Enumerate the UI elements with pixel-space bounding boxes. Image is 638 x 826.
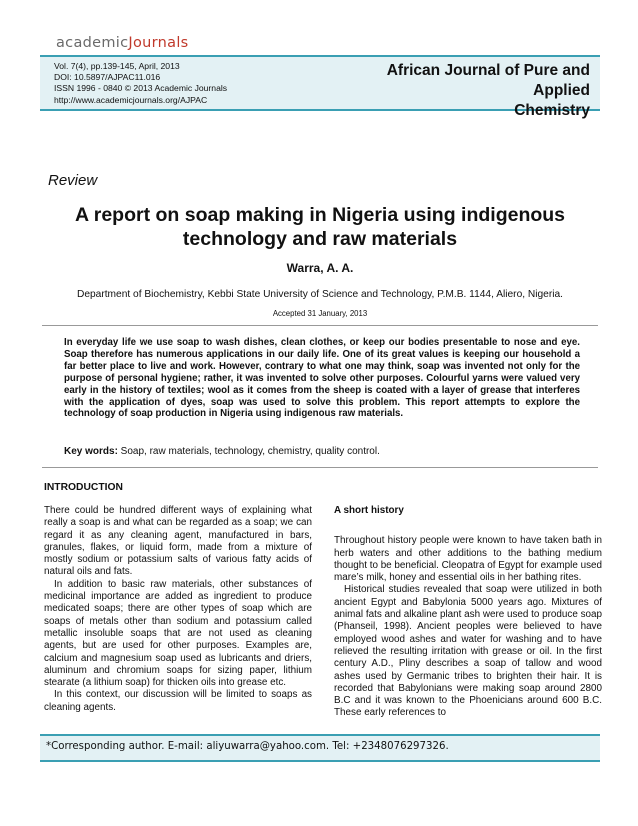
keywords xyxy=(64,446,580,457)
abstract: In everyday life we use soap to wash dishes, clean clothes, or keep our bodies presentable to nose and eye. Soap therefore has numerous applications in our daily life. One of its great values is keeping our household a far better place to live and work. However, contrary to what one may think, soap was invented not only for the purpose of personal hygiene; rather, it was invented to solve other purposes. Colourful yarns were valued very early in the history of textiles; wool as it comes from the sheep is coated with a layer of grease that interferes with the application of dyes, soap was used to solve this problem. This report attempts to explore the technology of soap production in Nigeria using indigenous raw materials. xyxy=(64,337,580,420)
accepted-date: Accepted 31 January, 2013 xyxy=(272,309,368,318)
journal-name xyxy=(330,61,590,121)
keywords-label: Key words: xyxy=(64,446,118,457)
abstract-top-rule xyxy=(42,325,598,326)
intro-paragraph-2: In addition to basic raw materials, other substances of medicinal importance are added as ingredient to produce medicated soaps; there are other types of soap which are soaps of metals other than sodium and potassium called metallic insoluble soaps that are not used as cleaning agents, but are used for other purposes. Examples are, calcium and magnesium soap used as lubricants and driers, aluminum and chromium soaps for sizing paper, lithium stearate (a lithium soap) for thicken oils into grease etc. xyxy=(44,578,312,689)
history-heading: A short history xyxy=(334,505,404,516)
doi: DOI: 10.5897/AJPAC11.016 xyxy=(54,72,161,83)
affiliation: Department of Biochemistry, Kebbi State University of Science and Technology, P.M.B. 1144, Aliero, Nigeria. xyxy=(76,289,564,300)
journal-name-line2: Chemistry xyxy=(514,102,590,119)
intro-paragraph-3: In this context, our discussion will be limited to soaps as cleaning agents. xyxy=(44,689,312,713)
corresponding-author-footnote: *Corresponding author. E-mail: aliyuwarra@yahoo.com. Tel: +2348076297326. xyxy=(46,741,449,752)
introduction-heading: INTRODUCTION xyxy=(44,482,123,493)
journal-name-line1: African Journal of Pure and Applied xyxy=(386,62,590,99)
history-paragraph-2: Historical studies revealed that soap were utilized in both ancient Egypt and Babylonia 5000 years ago. Mixtures of animal fats and alkaline plant ash were used to produce soap (Phanseil, 1998). Ancient peoples were believed to have employed wood ashes and water for washing and to have relieved the resulting irritation with grease or oil. In the first century A.D., Pliny describes a soap of tallow and wood ashes used by Germanic tribes to brighten their hair. It is recorded that Babylonians were making soap around 2800 B.C and it was known to the Phoenicians around 600 B.C. These early references to xyxy=(334,584,602,719)
publisher-logo xyxy=(56,35,189,51)
keywords-text: Soap, raw materials, technology, chemistry, quality control. xyxy=(117,446,380,457)
history-paragraph-1: Throughout history people were known to have taken bath in herb waters and other additions to the bathing medium thought to be beneficial. Cleopatra of Egypt for example used mare’s milk, honey and essential oils in her bathing rites. xyxy=(334,535,602,584)
volume-info: Vol. 7(4), pp.139-145, April, 2013 xyxy=(54,61,180,71)
issn: ISSN 1996 - 0840 © 2013 Academic Journals xyxy=(54,83,228,94)
title-line2: technology and raw materials xyxy=(182,228,458,250)
author: Warra, A. A. xyxy=(286,261,354,275)
article-metadata xyxy=(54,61,227,106)
article-type: Review xyxy=(48,172,98,189)
publisher-logo-part2: Journals xyxy=(128,35,189,51)
footnote-band xyxy=(40,734,600,762)
article-title xyxy=(40,203,600,251)
right-column xyxy=(334,505,602,720)
left-column xyxy=(44,505,312,714)
intro-paragraph-1: There could be hundred different ways of explaining what really a soap is and what can be regarded as a soap; we can regard it as any cleaning agent, manufactured in bars, granules, flakes, or liquid form, made from a mixture of mostly sodium or potassium salts of various fatty acids of natural oils and fats. xyxy=(44,505,312,578)
abstract-bottom-rule xyxy=(42,467,598,468)
title-line1: A report on soap making in Nigeria using indigenous xyxy=(74,204,566,226)
journal-url[interactable]: http://www.academicjournals.org/AJPAC xyxy=(54,94,208,105)
publisher-logo-part1: academic xyxy=(56,35,129,51)
journal-header-band xyxy=(40,57,600,119)
